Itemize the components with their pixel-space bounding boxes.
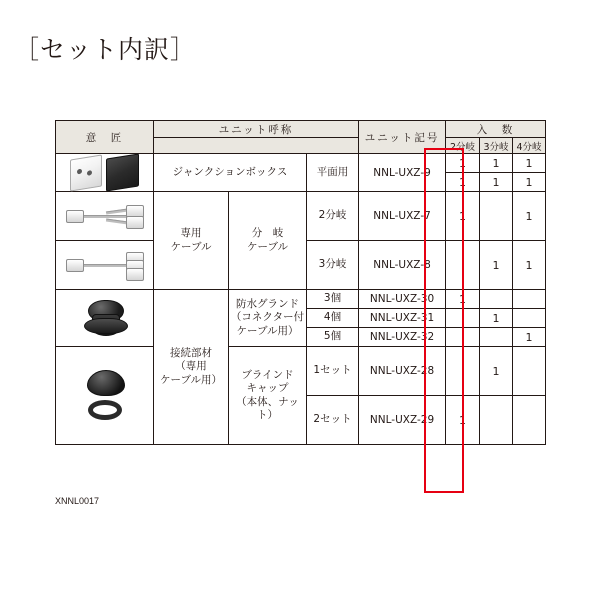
- qty-cell: 1: [480, 347, 513, 396]
- junction-box-black-icon: [106, 153, 139, 191]
- table-row: [56, 347, 546, 396]
- unit-group-line2: ケーブル: [170, 240, 212, 253]
- qty-cell: [446, 309, 480, 328]
- unit-variant-2branch: 2分岐: [307, 192, 359, 241]
- qty-cell: [480, 328, 513, 347]
- qty-cell: [446, 347, 480, 396]
- table-row: [56, 192, 546, 241]
- qty-cell: 1: [446, 173, 480, 192]
- unit-sub-line2: キャップ: [246, 382, 289, 395]
- qty-cell: [446, 328, 480, 347]
- cable-wire: [105, 208, 127, 214]
- blind-cap-body: [87, 370, 125, 396]
- blind-cap-nut: [88, 400, 122, 420]
- design-branch-cable-2: [56, 192, 154, 241]
- unit-code-gland-4: NNL-UXZ-31: [359, 309, 446, 328]
- header-qty-2branch: 2分岐: [446, 138, 480, 154]
- cable-wire: [82, 215, 128, 218]
- cable-wire: [105, 218, 127, 224]
- unit-variant-gland-5: 5個: [307, 328, 359, 347]
- design-branch-cable-3: [56, 241, 154, 290]
- header-unit-code: ユニット記号: [359, 121, 446, 154]
- unit-group-line3: ケーブル用）: [159, 373, 223, 386]
- unit-sub-waterproof-gland: [229, 290, 307, 347]
- qty-cell: 1: [480, 241, 513, 290]
- junction-box-illustration: [70, 156, 139, 189]
- unit-code-blind-2: NNL-UXZ-29: [359, 396, 446, 445]
- unit-group-line1: 接続部材: [170, 347, 212, 360]
- unit-code-3branch: NNL-UXZ-8: [359, 241, 446, 290]
- qty-cell: [480, 192, 513, 241]
- unit-sub-line2: （コネクター付: [230, 311, 305, 324]
- table-row: [56, 154, 546, 173]
- qty-cell: 1: [480, 309, 513, 328]
- branch-cable-3-illustration: [66, 254, 144, 276]
- header-unit-name-spacer: [154, 138, 359, 154]
- design-blind-cap: [56, 347, 154, 445]
- unit-group-line2: （専用: [175, 360, 207, 373]
- header-qty-4branch: 4分岐: [513, 138, 546, 154]
- unit-code-gland-3: NNL-UXZ-30: [359, 290, 446, 309]
- qty-cell: [513, 396, 546, 445]
- qty-cell: 1: [513, 192, 546, 241]
- header-quantity: 入 数: [446, 121, 546, 138]
- cable-connector-icon: [66, 210, 84, 223]
- unit-variant-3branch: 3分岐: [307, 241, 359, 290]
- qty-cell: 1: [513, 241, 546, 290]
- qty-cell: 1: [446, 192, 480, 241]
- qty-cell: 1: [513, 154, 546, 173]
- header-qty-3branch: 3分岐: [480, 138, 513, 154]
- cable-connector-icon: [66, 259, 84, 272]
- unit-variant-blind-2: 2セット: [307, 396, 359, 445]
- qty-cell: [480, 396, 513, 445]
- unit-variant-gland-4: 4個: [307, 309, 359, 328]
- qty-cell: [513, 309, 546, 328]
- qty-cell: 1: [480, 173, 513, 192]
- unit-sub-line1: 分 岐: [251, 227, 284, 240]
- unit-name-junction-box: ジャンクションボックス: [154, 154, 307, 192]
- qty-cell: 1: [446, 154, 480, 173]
- branch-cable-2-illustration: [66, 205, 144, 227]
- unit-sub-line3: （本体、ナット）: [236, 395, 299, 421]
- unit-group-line1: 専用: [180, 227, 202, 240]
- cable-wire: [82, 264, 128, 267]
- unit-sub-blind-cap: [229, 347, 307, 445]
- unit-variant-junction-box: 平面用: [307, 154, 359, 192]
- set-breakdown-table: [55, 120, 546, 445]
- qty-cell: [513, 347, 546, 396]
- qty-cell: [513, 290, 546, 309]
- cable-connector-icon: [126, 216, 144, 229]
- unit-group-connector-parts: [154, 290, 229, 445]
- qty-cell: 1: [480, 154, 513, 173]
- unit-sub-line1: ブラインド: [241, 369, 294, 382]
- unit-sub-line3: ケーブル用）: [236, 324, 299, 337]
- unit-sub-line2: ケーブル: [246, 240, 289, 253]
- unit-code-2branch: NNL-UXZ-7: [359, 192, 446, 241]
- qty-cell: 1: [513, 328, 546, 347]
- header-unit-name: ユニット呼称: [154, 121, 359, 138]
- figure-code: XNNL0017: [55, 496, 100, 506]
- table-header-row: [56, 121, 546, 138]
- blind-cap-illustration: [82, 368, 128, 424]
- design-waterproof-gland: [56, 290, 154, 347]
- qty-cell: 1: [446, 290, 480, 309]
- unit-code-junction-box: NNL-UXZ-9: [359, 154, 446, 192]
- design-junction-box: [56, 154, 154, 192]
- table-row: [56, 290, 546, 309]
- unit-variant-blind-1: 1セット: [307, 347, 359, 396]
- waterproof-gland-illustration: [82, 298, 128, 338]
- qty-cell: [446, 241, 480, 290]
- qty-cell: [480, 290, 513, 309]
- gland-nut: [84, 318, 128, 334]
- cable-connector-icon: [126, 268, 144, 281]
- qty-cell: 1: [513, 173, 546, 192]
- unit-sub-line1: 防水グランド: [236, 298, 299, 311]
- unit-code-blind-1: NNL-UXZ-28: [359, 347, 446, 396]
- unit-variant-gland-3: 3個: [307, 290, 359, 309]
- unit-code-gland-5: NNL-UXZ-32: [359, 328, 446, 347]
- qty-cell: 1: [446, 396, 480, 445]
- unit-group-dedicated-cable: [154, 192, 229, 290]
- unit-sub-branch-cable: [229, 192, 307, 290]
- header-design: 意 匠: [56, 121, 154, 154]
- page-title: ［セット内訳］: [14, 35, 197, 64]
- junction-box-white-icon: [70, 154, 102, 191]
